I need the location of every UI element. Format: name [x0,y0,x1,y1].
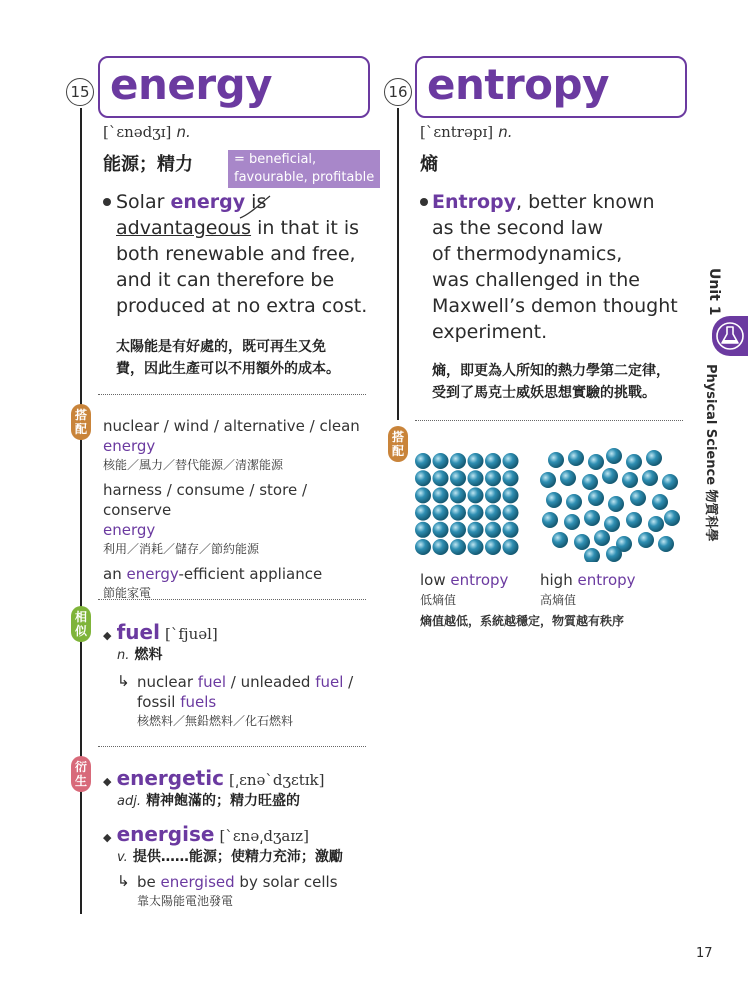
particle [450,539,466,555]
synonym-entry: ◆ fuel [ˋfjuəl] n. 燃料 ↳ nuclear fuel / unleaded fuel / fossil fuels 核燃料／無鉛燃料／化石燃料 [103,620,354,728]
collocation-item: nuclear / wind / alternative / clean energy 核能／風力／替代能源／清潔能源 [103,417,360,472]
right-rule [397,108,399,420]
particle [608,496,624,512]
pronunciation [420,122,513,141]
particle [638,532,654,548]
particle [468,539,484,555]
particle [415,487,431,503]
bullet [420,198,428,206]
collocation-tag: 搭配 [71,404,91,440]
particle [485,453,501,469]
particle [433,505,449,521]
chinese-definition: 能源；精力 [103,154,193,175]
particle [630,490,646,506]
low-entropy-diagram [414,452,524,556]
particle [564,514,580,530]
high-entropy-diagram [538,448,680,562]
particle [642,470,658,486]
particle [415,470,431,486]
particle [415,505,431,521]
flask-icon [712,316,748,356]
particle [626,454,642,470]
particle [646,450,662,466]
particle [584,548,600,562]
particle [588,490,604,506]
particle [552,532,568,548]
particle [450,470,466,486]
part-of-speech: n. [176,123,191,141]
example-translation: 太陽能是有好處的，既可再生又免 費，因此生產可以不用額外的成本。 [116,339,340,377]
subject-label: Physical Science 物質科學 [703,364,718,542]
particle [433,470,449,486]
synonym-tag: 相似 [71,606,91,642]
particle [415,522,431,538]
particle [548,452,564,468]
high-entropy-zh: 高熵值 [540,593,577,607]
particle [503,487,519,503]
particle [604,516,620,532]
example-sentence: Solar energy is advantageous in that it is both renewable and free, and it can therefore be produced at no extra cost. [116,191,368,317]
particle [485,539,501,555]
divider [98,394,366,395]
particle [503,453,519,469]
derivative-tag: 衍生 [71,756,91,792]
headword-box [415,56,687,118]
particle [588,454,604,470]
particle [662,474,678,490]
collocation-item: an energy-efficient appliance 節能家電 [103,565,323,600]
divider [98,599,366,600]
divider [98,746,366,747]
particle [503,470,519,486]
pronunciation [103,122,191,141]
headword: energy [110,60,273,109]
particle [622,472,638,488]
particle [602,468,618,484]
particle [415,453,431,469]
ipa: [ˋɛnədʒɪ] [103,123,172,141]
derivative-list [103,766,373,910]
particle [566,494,582,510]
particle [433,453,449,469]
particle [450,487,466,503]
diamond-icon: ◆ [103,629,112,642]
diamond-icon: ◆ [103,775,112,788]
particle [568,450,584,466]
particle [485,470,501,486]
particle [606,448,622,464]
particle [542,512,558,528]
particle [468,522,484,538]
low-entropy-zh: 低熵值 [420,593,457,607]
high-entropy-label: high entropy [540,571,636,589]
example-translation: 熵，即更為人所知的熱力學第二定律， 受到了馬克士威妖思想實驗的挑戰。 [432,363,670,401]
diagram-caption: 熵值越低，系統越穩定，物質越有秩序 [420,614,625,628]
particle [485,487,501,503]
particle [658,536,674,552]
particle [468,453,484,469]
particle [468,505,484,521]
headword: entropy [427,60,609,109]
particle [626,512,642,528]
particle [652,494,668,510]
ipa: [ˋɛntrəpɪ] [420,123,494,141]
particle [450,453,466,469]
page-number: 17 [696,946,713,961]
particle [648,516,664,532]
particle [485,522,501,538]
return-arrow-icon: ↳ [117,872,130,890]
particle [606,546,622,562]
divider [415,420,683,421]
collocation-tag: 搭配 [388,426,408,462]
particle [450,522,466,538]
particle [664,510,680,526]
particle [546,492,562,508]
example-sentence: Entropy, better known as the second law of thermodynamics, was challenged in the Maxwell’s demon thought experiment. [432,191,678,343]
unit-label: Unit 1 [706,268,722,316]
particle [503,522,519,538]
headword-box [98,56,370,118]
diamond-icon: ◆ [103,831,112,844]
particle [485,505,501,521]
particle [594,530,610,546]
particle [503,505,519,521]
particle [468,470,484,486]
left-rule [80,108,82,914]
particle [433,522,449,538]
bullet [103,198,111,206]
entry-number: 16 [384,78,412,106]
particle [468,487,484,503]
collocation-item: harness / consume / store / conserve energy 利用／消耗／儲存／節約能源 [103,481,308,556]
particle [574,534,590,550]
particle [584,510,600,526]
annotation-arrow [236,192,276,222]
particle [433,539,449,555]
part-of-speech: n. [498,123,513,141]
derivative-item: ◆ energetic [͵ɛnəˋdʒɛtɪk] adj. 精神飽滿的；精力旺盛的 [103,766,325,809]
return-arrow-icon: ↳ [117,672,130,690]
particle [415,539,431,555]
particle [433,487,449,503]
particle [560,470,576,486]
particle [582,474,598,490]
entry-number: 15 [66,78,94,106]
particle [450,505,466,521]
particle [540,472,556,488]
synonym-note: = beneficial, favourable, profitable [228,150,380,188]
chinese-definition: 熵 [420,154,438,175]
particle [503,539,519,555]
derivative-item: ◆ energise [ˋɛnə͵dʒaɪz] v. 提供……能源；使精力充沛；激勵 ↳ be energised by solar cells 靠太陽能電池發電 [103,822,343,908]
low-entropy-label: low entropy [420,571,509,589]
collocation-list [103,416,373,602]
